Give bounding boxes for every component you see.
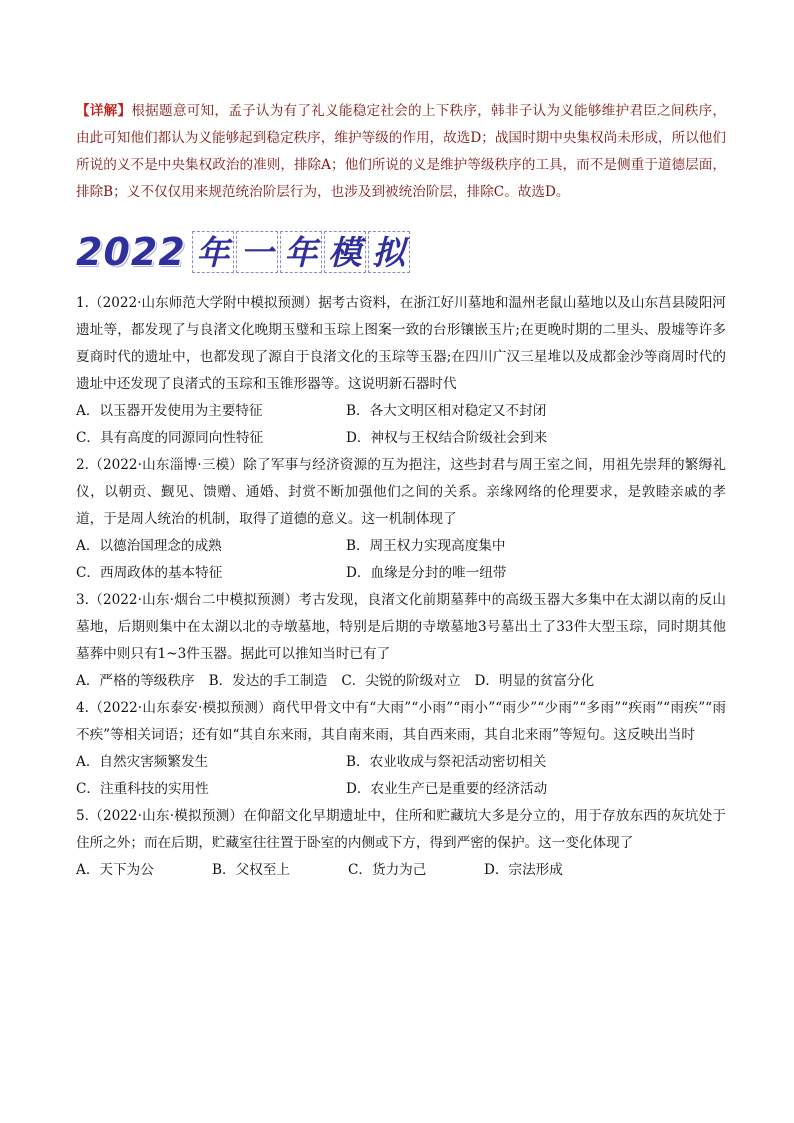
option-b: B．周王权力实现高度集中: [346, 538, 506, 554]
section-banner: [76, 228, 436, 276]
option-d: D．宗法形成: [484, 862, 563, 878]
question-list: [76, 290, 726, 884]
question-stem: 5.（2022·山东·模拟预测）在仰韶文化早期遗址中，住所和贮藏坑大多是分立的，用于存放东西的灰坑处于住所之外；而在后期，贮藏室往往置于卧室的内侧或下方，得到严密的保护。这一变化体现了: [76, 808, 726, 851]
option-b: B．农业收成与祭祀活动密切相关: [346, 754, 547, 770]
option-c: C．货力为己: [348, 862, 427, 878]
option-c: C．注重科技的实用性: [76, 781, 209, 797]
option-d: D．农业生产已是重要的经济活动: [346, 781, 548, 797]
question-1: [76, 290, 726, 452]
banner-year: 2022: [76, 230, 186, 274]
banner-char: 拟: [368, 231, 410, 273]
option-row: [76, 857, 726, 884]
option-d: D．神权与王权结合阶级社会到来: [346, 430, 548, 446]
question-3: [76, 587, 726, 695]
question-4: [76, 695, 726, 803]
option-a: A．严格的等级秩序: [76, 673, 195, 689]
banner-char: 一: [236, 231, 278, 273]
question-stem: 4.（2022·山东泰安·模拟预测）商代甲骨文中有“大雨”“小雨”“雨小”“雨少”“少雨”“多雨”“疾雨”“雨疾”“雨不疾”等相关词语；还有如“其自东来雨，其自南来雨，其自西来雨，其自北来雨”等短句。这反映出当时: [76, 700, 726, 743]
option-a: A．自然灾害频繁发生: [76, 754, 209, 770]
option-grid: [76, 533, 726, 587]
option-c: C．尖锐的阶级对立: [341, 673, 461, 689]
option-row: [76, 668, 726, 695]
option-grid: [76, 398, 726, 452]
question-stem: 2.（2022·山东淄博·三模）除了军事与经济资源的互为挹注，这些封君与周王室之间，用祖先崇拜的繁缛礼仪，以朝贡、觐见、馈赠、通婚、封赏不断加强他们之间的关系。亲缘网络的伦理要求，是敦睦亲戚的孝道，于是周人统治的机制，取得了道德的意义。这一机制体现了: [76, 457, 726, 527]
banner-char: 年: [192, 231, 234, 273]
explanation-tag: 【详解】: [76, 103, 132, 119]
option-c: C．西周政体的基本特征: [76, 565, 223, 581]
option-d: D．血缘是分封的唯一纽带: [346, 565, 507, 581]
banner-char: 模: [324, 231, 366, 273]
question-stem: 3.（2022·山东·烟台二中模拟预测）考古发现，良渚文化前期墓葬中的高级玉器大多集中在太湖以南的反山墓地，后期则集中在太湖以北的寺墩墓地，特别是后期的寺墩墓地3号墓出土了33件大型玉琮，同时期其他墓葬中则只有1~3件玉器。据此可以推知当时已有了: [76, 592, 726, 662]
option-d: D．明显的贫富分化: [474, 673, 595, 689]
explanation-text: 根据题意可知，孟子认为有了礼义能稳定社会的上下秩序，韩非子认为义能够维护君臣之间秩序，由此可知他们都认为义能够起到稳定秩序，维护等级的作用，故选D；战国时期中央集权尚未形成，所以他们所说的义不是中央集权政治的准则，排除A；他们所说的义是维护等级秩序的工具，而不是侧重于道德层面，排除B；义不仅仅用来规范统治阶层行为，也涉及到被统治阶层，排除C。故选D。: [76, 103, 727, 200]
option-a: A．以玉器开发使用为主要特征: [76, 403, 263, 419]
option-b: B．父权至上: [212, 862, 290, 878]
option-a: A．天下为公: [76, 862, 154, 878]
option-b: B．发达的手工制造: [208, 673, 328, 689]
option-c: C．具有高度的同源同向性特征: [76, 430, 264, 446]
banner-characters: [190, 231, 410, 273]
option-b: B．各大文明区相对稳定又不封闭: [346, 403, 547, 419]
answer-explanation: [76, 98, 726, 206]
question-stem: 1.（2022·山东师范大学附中模拟预测）据考古资料，在浙江好川墓地和温州老鼠山墓地以及山东莒县陵阳河遗址等，都发现了与良渚文化晚期玉璧和玉琮上图案一致的台形镶嵌玉片;在更晚时期的二里头、殷墟等许多夏商时代的遗址中，也都发现了源自于良渚文化的玉琮等玉器;在四川广汉三星堆以及成都金沙等商周时代的遗址中还发现了良渚式的玉琮和玉锥形器等。这说明新石器时代: [76, 295, 727, 392]
option-a: A．以德治国理念的成熟: [76, 538, 222, 554]
banner-char: 年: [280, 231, 322, 273]
question-5: [76, 803, 726, 884]
question-2: [76, 452, 726, 587]
option-grid: [76, 749, 726, 803]
